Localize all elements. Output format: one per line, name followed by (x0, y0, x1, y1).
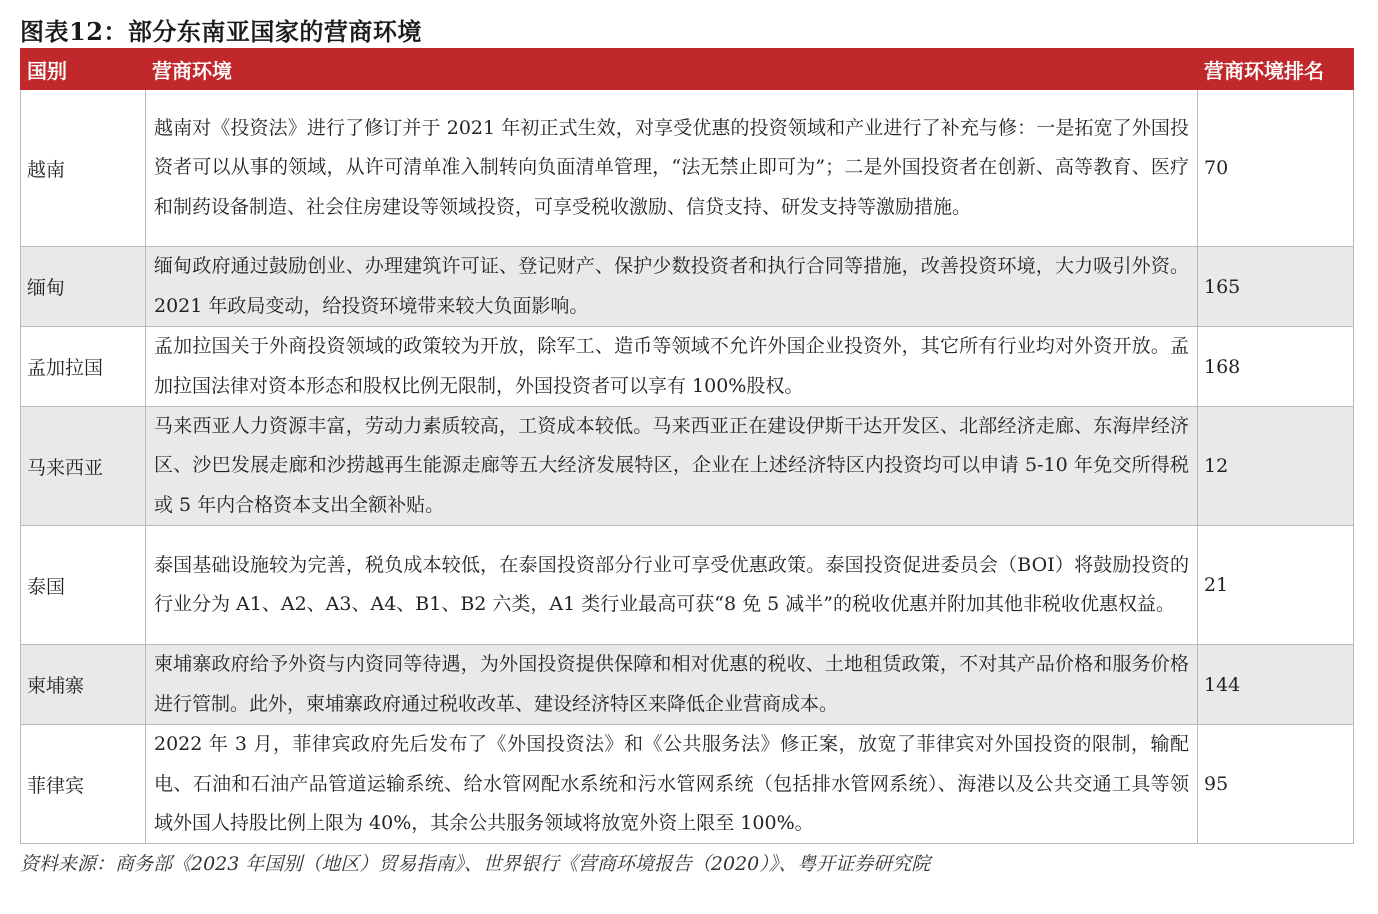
country-cell: 泰国 (21, 526, 146, 645)
rank-cell: 21 (1198, 526, 1354, 645)
table-row (21, 526, 1354, 645)
environment-cell: 孟加拉国关于外商投资领域的政策较为开放，除军工、造币等领域不允许外国企业投资外，其它所有行业均对外资开放。孟加拉国法律对资本形态和股权比例无限制，外国投资者可以享有 100%股权。 (146, 327, 1198, 407)
source-note: 资料来源：商务部《2023 年国别（地区）贸易指南》、世界银行《营商环境报告（2020）》、粤开证券研究院 (20, 853, 931, 875)
table-row (21, 725, 1354, 844)
rank-cell: 165 (1198, 247, 1354, 327)
environment-cell: 2022 年 3 月，菲律宾政府先后发布了《外国投资法》和《公共服务法》修正案，放宽了菲律宾对外国投资的限制，输配电、石油和石油产品管道运输系统、给水管网配水系统和污水管网系统（包括排水管网系统）、海港以及公共交通工具等领域外国人持股比例上限为 40%，其余公共服务领域将放宽外资上限至 100%。 (146, 725, 1198, 844)
figure-title: 图表12：部分东南亚国家的营商环境 (20, 17, 422, 46)
rank-cell: 168 (1198, 327, 1354, 407)
business-environment-table (20, 48, 1354, 844)
country-cell: 马来西亚 (21, 407, 146, 526)
table-row (21, 247, 1354, 327)
country-cell: 菲律宾 (21, 725, 146, 844)
rank-cell: 70 (1198, 90, 1354, 247)
table-row (21, 327, 1354, 407)
environment-cell: 泰国基础设施较为完善，税负成本较低，在泰国投资部分行业可享受优惠政策。泰国投资促进委员会（BOI）将鼓励投资的行业分为 A1、A2、A3、A4、B1、B2 六类，A1 类行业最高可获“8 免 5 减半”的税收优惠并附加其他非税收优惠权益。 (146, 526, 1198, 645)
country-cell: 柬埔寨 (21, 645, 146, 725)
environment-cell: 越南对《投资法》进行了修订并于 2021 年初正式生效，对享受优惠的投资领域和产业进行了补充与修：一是拓宽了外国投资者可以从事的领域，从许可清单准入制转向负面清单管理，“法无禁止即可为”；二是外国投资者在创新、高等教育、医疗和制药设备制造、社会住房建设等领域投资，可享受税收激励、信贷支持、研发支持等激励措施。 (146, 90, 1198, 247)
table-header-row (21, 49, 1354, 90)
environment-cell: 柬埔寨政府给予外资与内资同等待遇，为外国投资提供保障和相对优惠的税收、土地租赁政策，不对其产品价格和服务价格进行管制。此外，柬埔寨政府通过税收改革、建设经济特区来降低企业营商成本。 (146, 645, 1198, 725)
table-row (21, 645, 1354, 725)
rank-cell: 144 (1198, 645, 1354, 725)
rank-cell: 12 (1198, 407, 1354, 526)
country-cell: 缅甸 (21, 247, 146, 327)
environment-cell: 马来西亚人力资源丰富，劳动力素质较高，工资成本较低。马来西亚正在建设伊斯干达开发区、北部经济走廊、东海岸经济区、沙巴发展走廊和沙捞越再生能源走廊等五大经济发展特区，企业在上述经济特区内投资均可以申请 5-10 年免交所得税或 5 年内合格资本支出全额补贴。 (146, 407, 1198, 526)
country-cell: 孟加拉国 (21, 327, 146, 407)
table-row (21, 90, 1354, 247)
header-country: 国别 (21, 49, 146, 90)
environment-cell: 缅甸政府通过鼓励创业、办理建筑许可证、登记财产、保护少数投资者和执行合同等措施，改善投资环境，大力吸引外资。2021 年政局变动，给投资环境带来较大负面影响。 (146, 247, 1198, 327)
country-cell: 越南 (21, 90, 146, 247)
rank-cell: 95 (1198, 725, 1354, 844)
header-environment: 营商环境 (146, 49, 1198, 90)
table-row (21, 407, 1354, 526)
header-rank: 营商环境排名 (1198, 49, 1354, 90)
